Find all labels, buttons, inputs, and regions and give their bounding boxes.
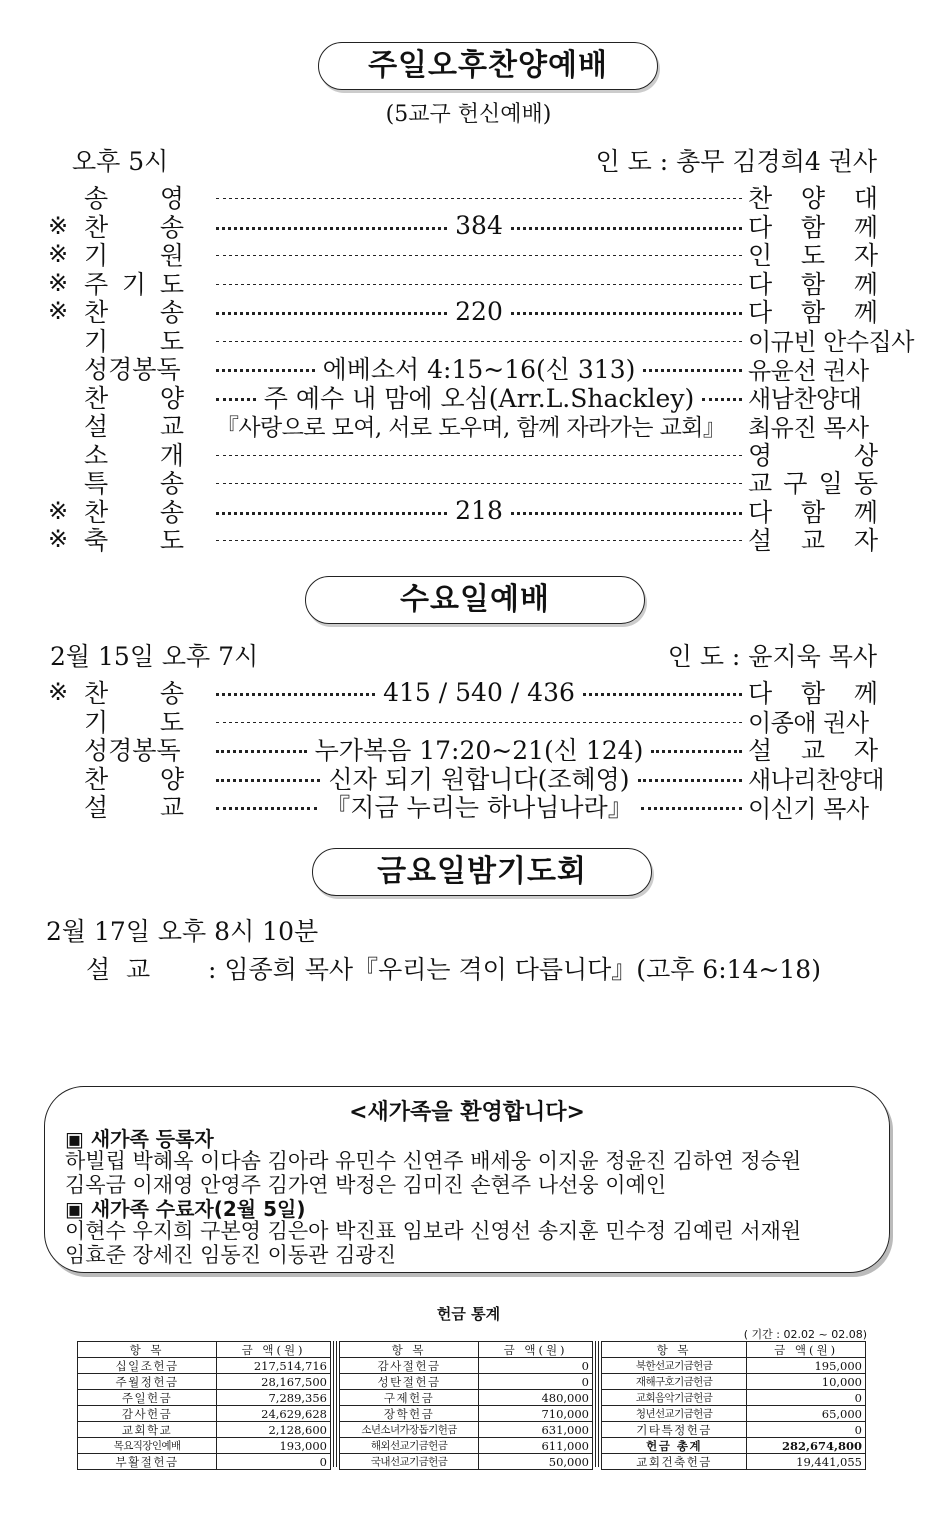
finance-row (78, 1422, 331, 1438)
dot-leader (216, 806, 317, 810)
finance-row (78, 1358, 331, 1374)
finance-amount: 24,629,628 (217, 1406, 331, 1422)
order-label-char: 송 (159, 497, 184, 527)
order-label-char: 양 (159, 383, 184, 413)
order-leader-char: 일 (818, 469, 843, 498)
finance-amount: 7,289,356 (217, 1390, 331, 1406)
order-leader-char: 함 (800, 679, 826, 708)
order-leader-char: 대 (853, 184, 878, 213)
finance-amount: 28,167,500 (217, 1374, 331, 1390)
order-leader-dots (216, 537, 742, 541)
finance-amount: 65,000 (747, 1406, 866, 1422)
finance-amount: 217,514,716 (217, 1358, 331, 1374)
order-leader-char: 다 (748, 679, 773, 708)
finance-item: 주일헌금 (78, 1390, 217, 1406)
finance-item: 소년소녀가장돕기헌금 (340, 1422, 479, 1438)
order-label-char: 찬 (84, 212, 109, 242)
order-leader-char: 다 (748, 497, 773, 527)
finance-amount: 19,441,055 (747, 1454, 866, 1470)
order-label-char: 교 (159, 412, 184, 441)
finance-row (602, 1454, 866, 1470)
registered-names-2: 김옥금 이재영 안영주 김가연 박정은 김미진 손현주 나선웅 이예인 (65, 1173, 667, 1197)
order-leader-dots (216, 678, 742, 707)
friday-time: 2월 17일 오후 8시 10분 (46, 917, 319, 946)
finance-row (602, 1406, 866, 1422)
order-label-char: 개 (159, 440, 184, 470)
finance-amount: 0 (217, 1454, 331, 1470)
order-label-char: 원 (159, 241, 184, 270)
finance-item: 구제헌금 (340, 1390, 479, 1406)
finance-amount: 480,000 (479, 1390, 593, 1406)
sunday-subtitle: (5교구 헌신예배) (385, 102, 552, 127)
order-leader: 새나리찬양대 (748, 766, 885, 794)
order-label-char: 도 (159, 326, 184, 356)
order-leader: 최유진 목사 (748, 413, 869, 442)
finance-period: ( 기간 : 02.02 ~ 02.08) (743, 1328, 867, 1341)
finance-item: 북한선교기금헌금 (602, 1358, 747, 1374)
finance-row (602, 1438, 866, 1454)
order-leader-char: 구 (783, 469, 808, 498)
order-leader-dots (216, 480, 742, 484)
sunday-presider: 인 도 : 총무 김경희4 권사 (595, 147, 877, 176)
registered-names-1: 하빌립 박혜옥 이다솜 김아라 유민수 신연주 배세웅 이지윤 정윤진 김하연 정승원 (65, 1149, 802, 1173)
order-leader-char: 자 (853, 736, 878, 765)
order-leader-char: 찬 (748, 184, 773, 213)
order-leader-char: 설 (748, 526, 773, 555)
required-mark: ※ (48, 678, 69, 706)
finance-header-row (78, 1342, 331, 1358)
order-label-char: 기 (84, 241, 109, 270)
finance-amount: 611,000 (479, 1438, 593, 1454)
order-content: 에베소서 4:15~16(신 313) (322, 355, 636, 384)
finance-title: 헌금 통계 (436, 1305, 501, 1323)
finance-amount: 2,128,600 (217, 1422, 331, 1438)
finance-amount: 710,000 (479, 1406, 593, 1422)
finance-item: 성탄절헌금 (340, 1374, 479, 1390)
finance-header-amount: 금 액(원) (479, 1342, 593, 1358)
finance-separator (333, 1341, 337, 1467)
finance-row (340, 1358, 593, 1374)
order-label-char: 찬 (84, 679, 109, 708)
order-leader: 이규빈 안수집사 (748, 328, 914, 356)
order-label-char: 양 (159, 764, 184, 794)
new-family-box (44, 1086, 890, 1273)
finance-row (340, 1374, 593, 1390)
order-content: 220 (455, 296, 503, 326)
dot-leader (216, 539, 742, 541)
order-leader-char: 께 (853, 269, 878, 299)
dot-leader (216, 283, 742, 285)
finance-table (77, 1341, 866, 1473)
finance-amount: 0 (479, 1374, 593, 1390)
order-row (48, 525, 878, 553)
order-leader-char: 함 (800, 212, 826, 242)
order-leader-char: 께 (853, 679, 878, 708)
order-label-char: 송 (84, 184, 109, 213)
order-leader-char: 교 (800, 736, 826, 765)
order-leader-char: 동 (853, 469, 878, 498)
required-mark: ※ (48, 496, 69, 525)
finance-item: 헌금 총계 (602, 1438, 747, 1454)
order-label-char: 기 (121, 269, 147, 299)
order-content: 415 / 540 / 436 (383, 677, 575, 707)
friday-sermon-line (86, 950, 821, 986)
finance-item: 주월정헌금 (78, 1374, 217, 1390)
finance-amount: 193,000 (217, 1438, 331, 1454)
order-leader: 유윤선 권사 (748, 356, 869, 385)
dot-leader (511, 226, 742, 230)
finance-amount: 195,000 (747, 1358, 866, 1374)
order-label-char: 교 (159, 793, 184, 822)
finance-item: 기타특정헌금 (602, 1422, 747, 1438)
order-leader-dots (216, 252, 742, 256)
friday-sermon-label: 설 교 (86, 955, 151, 984)
order-leader-char: 인 (748, 241, 773, 270)
dot-leader (216, 511, 447, 515)
order-label-char: 기 (84, 707, 109, 737)
order-leader-char: 께 (853, 497, 878, 527)
order-label (84, 521, 184, 557)
required-mark: ※ (48, 211, 69, 240)
finance-header-item: 항 목 (78, 1342, 217, 1358)
order-leader-dots (216, 452, 742, 456)
order-leader-char: 교 (748, 469, 773, 498)
order-label-char: 성경봉독 (84, 355, 181, 384)
finance-item: 해외선교기금헌금 (340, 1438, 479, 1454)
finance-row (340, 1422, 593, 1438)
dot-leader (583, 692, 742, 696)
order-content: 주 예수 내 맘에 오심(Arr.L.Shackley) (263, 383, 695, 413)
dot-leader (702, 397, 742, 401)
order-leader-char: 자 (853, 526, 878, 555)
order-leader-dots (216, 297, 742, 326)
order-leader-char: 께 (853, 298, 878, 327)
finance-item: 교회음악기금헌금 (602, 1390, 747, 1406)
finance-item: 교회학교 (78, 1422, 217, 1438)
finance-row (602, 1374, 866, 1390)
finance-amount: 282,674,800 (747, 1438, 866, 1454)
dot-leader (643, 368, 742, 372)
friday-sermon: : 임종희 목사『우리는 격이 다릅니다』(고후 6:14~18) (208, 955, 821, 984)
finance-item: 장학헌금 (340, 1406, 479, 1422)
order-leader-char: 함 (800, 298, 826, 327)
finance-row (602, 1390, 866, 1406)
order-leader-dots (216, 788, 742, 824)
order-content: 218 (455, 496, 503, 525)
order-leader-dots (216, 195, 742, 199)
order-label-char: 설 (84, 793, 109, 822)
order-leader-char: 함 (800, 497, 826, 527)
dot-leader (216, 778, 320, 782)
finance-header-row (602, 1342, 866, 1358)
dot-leader (216, 397, 256, 401)
dot-leader (216, 749, 307, 753)
finance-row (340, 1390, 593, 1406)
order-leader-char: 양 (800, 184, 826, 213)
order-leader-char: 영 (748, 440, 773, 470)
order-leader-char: 설 (748, 736, 773, 765)
order-label-char: 송 (159, 469, 184, 498)
sunday-time: 오후 5시 (72, 147, 169, 176)
sunday-title: 주일오후찬양예배 (318, 42, 658, 90)
finance-row (78, 1438, 331, 1454)
dot-leader (216, 254, 742, 256)
order-leader-dots (216, 281, 742, 285)
order-label (84, 788, 184, 824)
order-row (48, 792, 878, 823)
dot-leader (216, 454, 742, 456)
order-leader-char: 께 (853, 212, 878, 242)
order-label-char: 찬 (84, 298, 109, 327)
finance-table-col2 (339, 1341, 593, 1470)
order-leader-dots (216, 338, 742, 342)
order-label-char: 송 (159, 212, 184, 242)
order-label-char: 찬 (84, 764, 109, 794)
order-leader-dots (216, 719, 742, 723)
dot-leader (511, 511, 742, 515)
finance-row (340, 1406, 593, 1422)
order-leader-char: 상 (853, 440, 878, 470)
dot-leader (638, 778, 742, 782)
order-label-char: 찬 (84, 497, 109, 527)
required-mark: ※ (48, 297, 69, 325)
required-mark: ※ (48, 268, 69, 297)
dot-leader (216, 721, 742, 723)
order-content: 『지금 누리는 하나님나라』 (325, 793, 633, 822)
completed-heading: ▣ 새가족 수료자(2월 5일) (65, 1197, 306, 1221)
finance-item: 교회건축헌금 (602, 1454, 747, 1470)
finance-item: 재해구호기금헌금 (602, 1374, 747, 1390)
wednesday-title: 수요일예배 (305, 576, 645, 624)
finance-amount: 10,000 (747, 1374, 866, 1390)
dot-leader (216, 226, 447, 230)
order-leader-char: 도 (800, 241, 826, 270)
finance-item: 청년선교기금헌금 (602, 1406, 747, 1422)
completed-names-1: 이현수 우지희 구본영 김은아 박진표 임보라 신영선 송지훈 민수정 김예린 서재원 (65, 1219, 802, 1243)
finance-table-col3 (601, 1341, 866, 1470)
order-leader-dots (216, 211, 742, 240)
dot-leader (216, 340, 742, 342)
finance-header-item: 항 목 (602, 1342, 747, 1358)
sermon-title: 『사랑으로 모여, 서로 도우며, 함께 자라가는 교회』 (216, 414, 726, 441)
finance-row (602, 1422, 866, 1438)
finance-item: 감사헌금 (78, 1406, 217, 1422)
order-leader: 새남찬양대 (748, 385, 862, 413)
finance-row (78, 1406, 331, 1422)
order-label-char: 축 (84, 526, 109, 555)
finance-item: 부활절헌금 (78, 1454, 217, 1470)
order-label-char: 송 (159, 298, 184, 327)
order-label-char: 도 (159, 269, 184, 299)
order-leader-char: 함 (800, 269, 826, 299)
dot-leader (216, 311, 447, 315)
order-label-char: 기 (84, 326, 109, 356)
finance-row (340, 1438, 593, 1454)
order-label-char: 도 (159, 707, 184, 737)
order-leader-char: 다 (748, 269, 773, 299)
finance-item: 십일조헌금 (78, 1358, 217, 1374)
dot-leader (216, 482, 742, 484)
finance-amount: 0 (747, 1422, 866, 1438)
order-content: 384 (455, 211, 503, 240)
finance-amount: 0 (747, 1390, 866, 1406)
finance-item: 국내선교기금헌금 (340, 1454, 479, 1470)
finance-header-amount: 금 액(원) (747, 1342, 866, 1358)
order-leader-char: 다 (748, 212, 773, 242)
order-label-char: 찬 (84, 383, 109, 413)
dot-leader (651, 749, 742, 753)
dot-leader (216, 197, 742, 199)
wednesday-time: 2월 15일 오후 7시 (50, 642, 259, 671)
finance-header-item: 항 목 (340, 1342, 479, 1358)
dot-leader (216, 368, 315, 372)
required-mark: ※ (48, 525, 69, 553)
order-content: 누가복음 17:20~21(신 124) (314, 736, 644, 765)
finance-table-col1 (77, 1341, 331, 1470)
finance-separator (595, 1341, 599, 1467)
finance-amount: 0 (479, 1358, 593, 1374)
dot-leader (216, 692, 375, 696)
order-label-char: 성경봉독 (84, 736, 181, 765)
new-family-title: <새가족을 환영합니다> (349, 1100, 585, 1125)
dot-leader (641, 806, 742, 810)
order-label-char: 설 (84, 412, 109, 441)
order-label-char: 영 (159, 184, 184, 213)
finance-header-amount: 금 액(원) (217, 1342, 331, 1358)
friday-title: 금요일밤기도회 (312, 848, 652, 896)
registered-heading: ▣ 새가족 등록자 (65, 1127, 214, 1151)
required-mark: ※ (48, 240, 69, 268)
finance-amount: 50,000 (479, 1454, 593, 1470)
finance-item: 감사절헌금 (340, 1358, 479, 1374)
order-label-char: 송 (159, 679, 184, 708)
finance-row (602, 1358, 866, 1374)
order-leader (748, 521, 878, 557)
order-label-char: 특 (84, 469, 109, 498)
order-label-char: 도 (159, 526, 184, 555)
finance-row (78, 1390, 331, 1406)
completed-names-2: 임효준 장세진 임동진 이동관 김광진 (65, 1243, 396, 1267)
order-label-char: 소 (84, 440, 109, 470)
wednesday-presider: 인 도 : 윤지욱 목사 (667, 642, 877, 671)
order-leader-char: 교 (800, 526, 826, 555)
order-leader-dots (216, 496, 742, 525)
finance-item: 목요직장인예배 (78, 1438, 217, 1454)
order-content: 신자 되기 원합니다(조혜영) (328, 764, 630, 794)
order-label-char: 주 (84, 269, 109, 299)
order-leader-char: 자 (853, 241, 878, 270)
finance-amount: 631,000 (479, 1422, 593, 1438)
order-leader-char: 다 (748, 298, 773, 327)
dot-leader (511, 311, 742, 315)
finance-row (340, 1454, 593, 1470)
order-leader: 이신기 목사 (748, 794, 869, 823)
order-leader: 이종애 권사 (748, 709, 869, 737)
finance-header-row (340, 1342, 593, 1358)
finance-row (78, 1374, 331, 1390)
finance-row (78, 1454, 331, 1470)
